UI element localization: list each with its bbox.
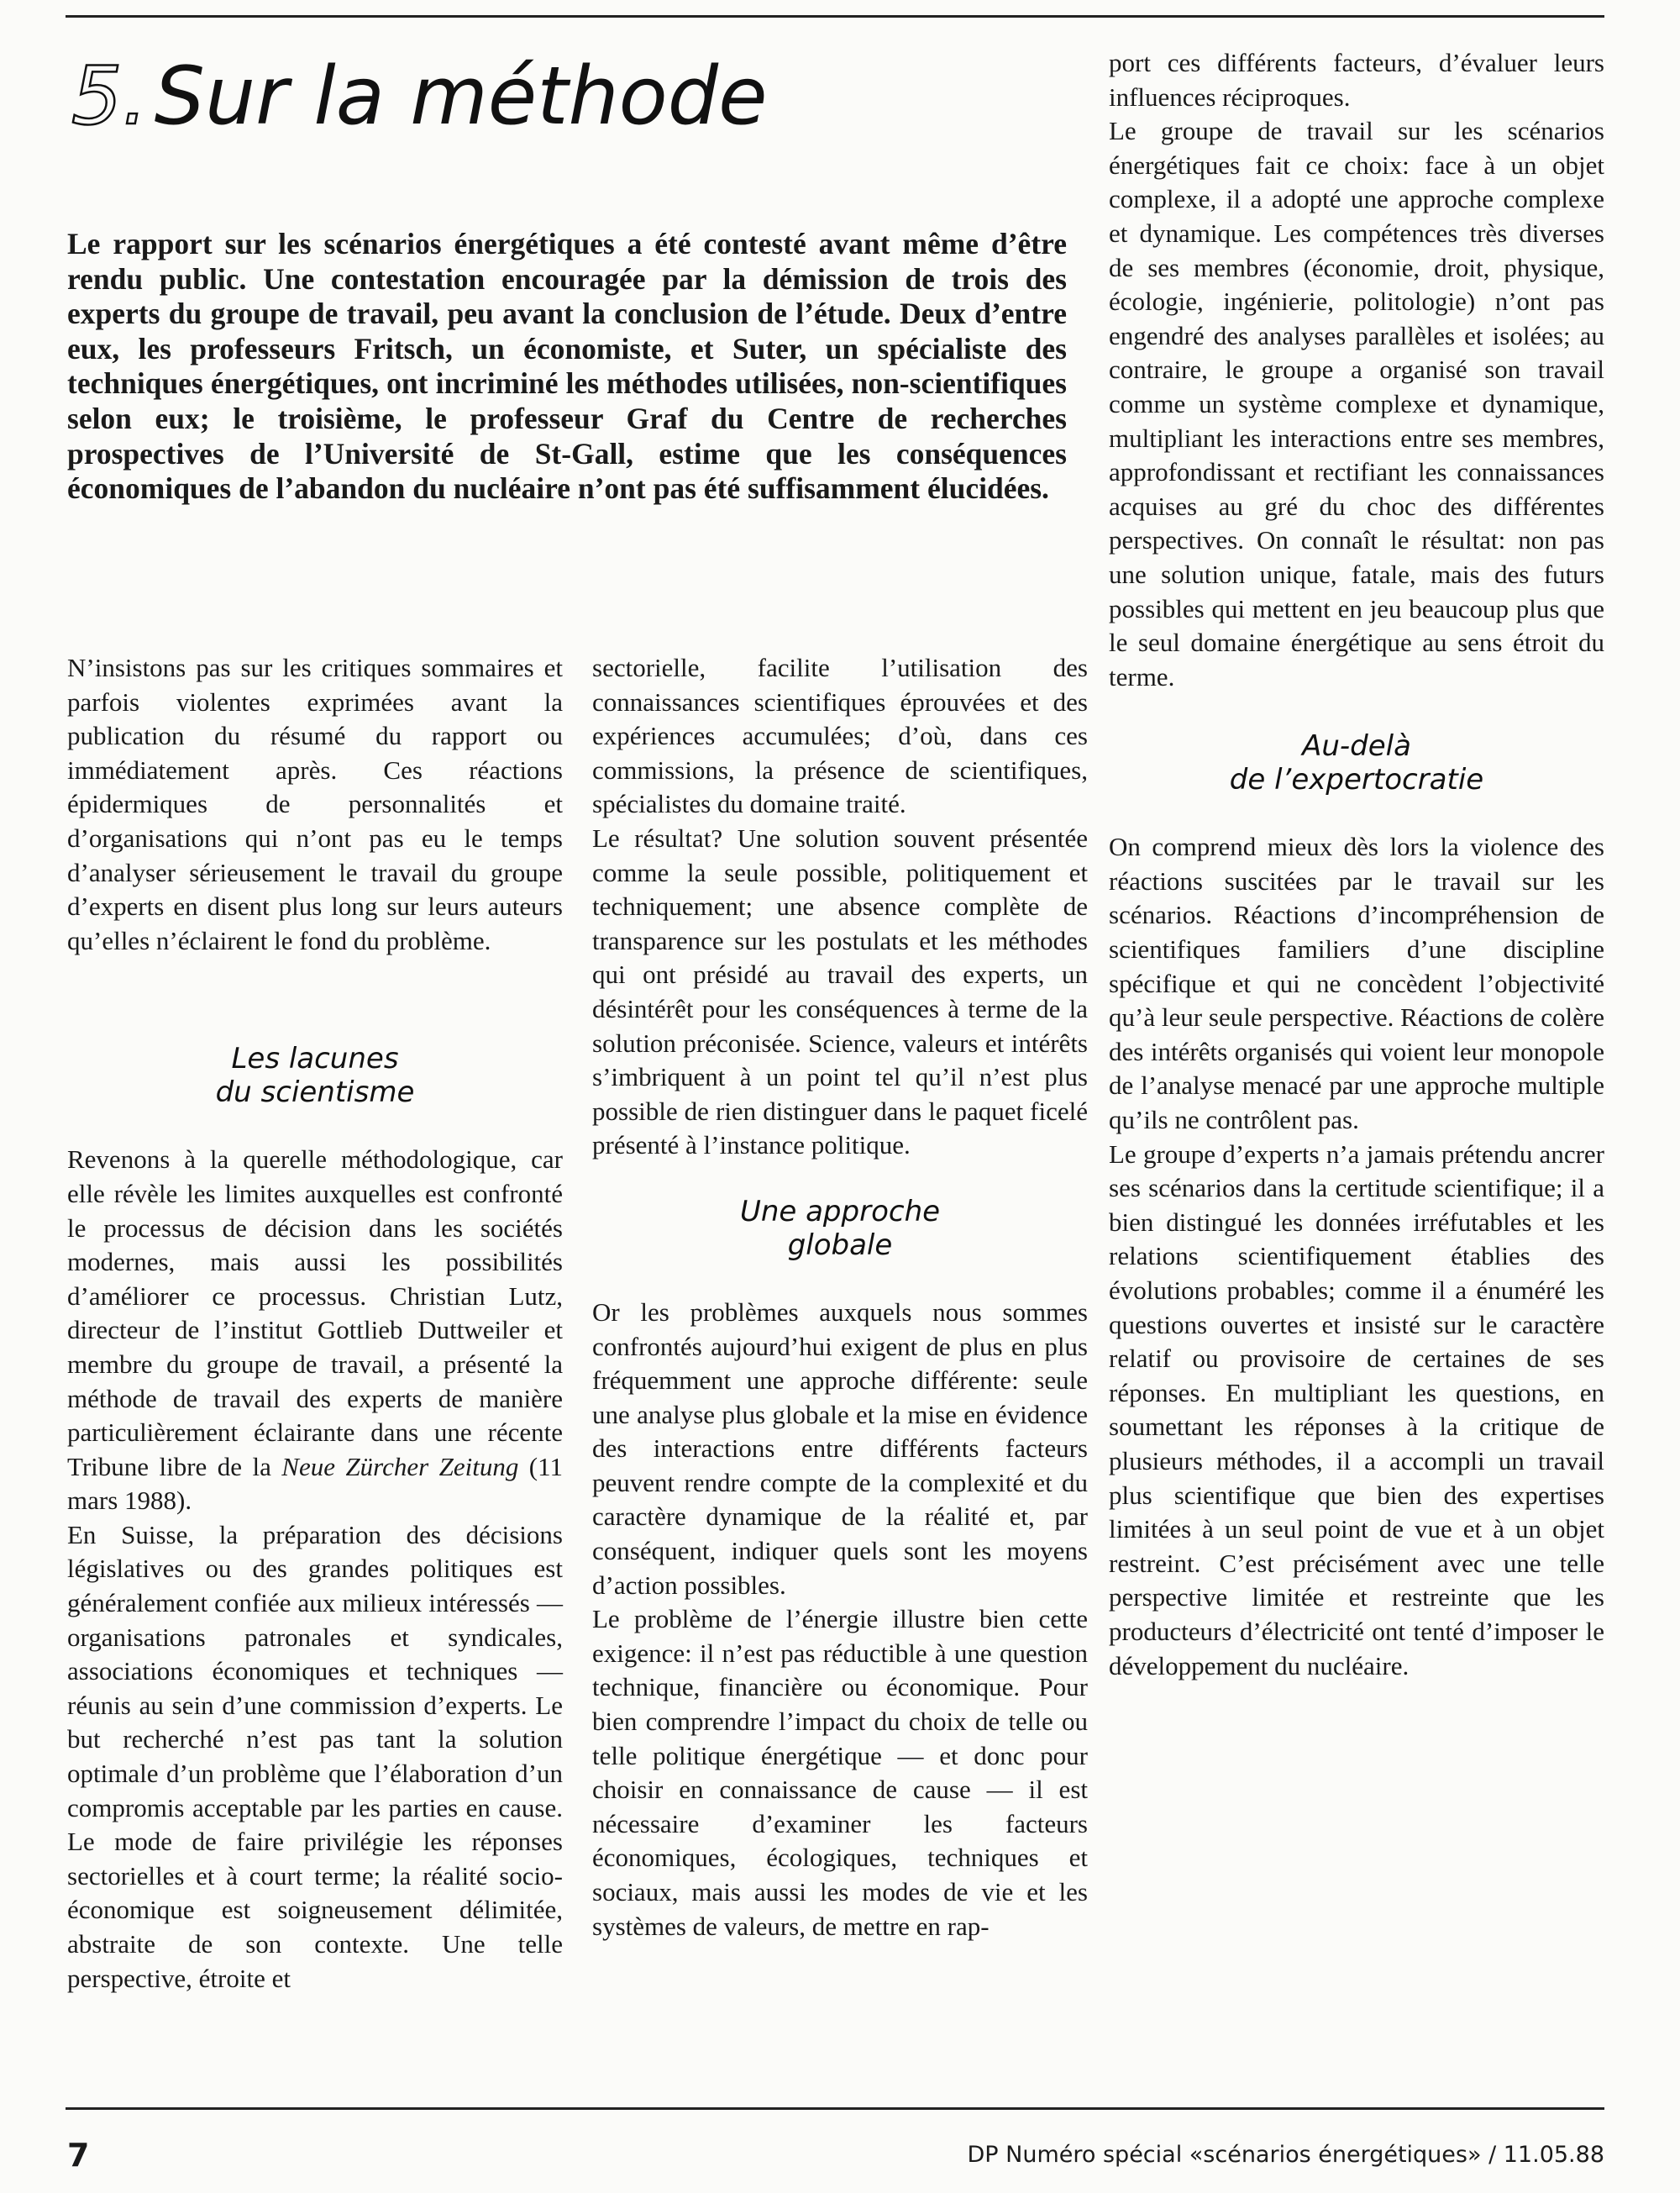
paragraph: Le groupe d’experts n’a jamais prétendu ancrer ses scénarios dans la certitude scientifique; il a bien distingué les données irréfutables et les relations scientifiquement établies des évolutions probables; comme il a énuméré les questions ouvertes et insisté sur le caractère relatif ou provisoire de certaines de ses réponses. En multipliant les questions, en soumettant les réponses à la critique de plusieurs méthodes, il a accompli un travail plus scientifique que bien des expertises limitées à un seul point de vue et à un objet restreint. C’est précisément avec une telle perspective limitée et restreinte que les producteurs d’électricité ont tenté d’imposer le développement du nucléaire. [1109,1139,1604,1680]
subheading-line: Au-delà [1302,729,1411,764]
paragraph: Le résultat? Une solution souvent présentée comme la seule possible, politiquement et techniquement; une absence complète de transparence sur les postulats et les méthodes qui ont présidé au travail des experts, un désintérêt pour les conséquences à terme de la solution préconisée. Science, valeurs et intérêts s’imbriquent à un point tel qu’il n’est plus possible de rien distinguer dans le paquet ficelé présenté à l’instance politique. [592,823,1088,1160]
paragraph-text: (11 mars 1988). [67,1451,563,1516]
paragraph: port ces différents facteurs, d’évaluer leurs influences réciproques. [1109,48,1604,112]
paragraph: N’insistons pas sur les critiques sommaires et parfois violentes exprimées avant la publication du résumé du rapport ou immédiatement après. Ces réactions épidermiques de personnalités et d’organisations qui n’ont pas eu le temps d’analyser sérieusement le travail du groupe d’experts en disent plus long sur leurs auteurs qu’elles n’éclairent le fond du problème. [67,653,563,955]
page-footer [67,2134,1604,2176]
page-number: 7 [67,2137,90,2174]
subheading-lacunes [67,1042,563,1109]
paragraph-text: Revenons à la querelle méthodologique, car elle révèle les limites auxquelles est confronté le processus de décision dans les sociétés modernes, mais aussi les possibilités d’améliorer ce processus. Christian Lutz, directeur de l’institut Gottlieb Duttweiler et membre du groupe de travail, a présenté la méthode de travail des experts de manière particulièrement éclairante dans une récente Tribune libre de la [67,1144,563,1481]
paragraph: On comprend mieux dès lors la violence des réactions suscitées par le travail sur les scénarios. Réactions d’incompréhension de scientifiques familiers d’une discipline spécifique et qui ne concèdent l’objectivité qu’à leur seule perspective. Réactions de colère des intérêts organisés qui voient leur monopole de l’analyse menacé par une approche multiple qu’ils ne contrôlent pas. [1109,832,1604,1135]
paragraph [67,1143,563,1518]
subheading-line: Une approche [739,1194,941,1228]
paragraph: sectorielle, facilite l’utilisation des connaissances scientifiques éprouvées et des expériences accumulées; d’où, dans ces commissions, la présence de scientifiques, spécialistes du domaine traité. [592,653,1088,819]
subheading-line: Les lacunes [231,1042,399,1076]
bottom-rule [66,2107,1604,2110]
publication-info: DP Numéro spécial «scénarios énergétiques» / 11.05.88 [967,2142,1604,2168]
paragraph: Or les problèmes auxquels nous sommes confrontés aujourd’hui exigent de plus en plus fréquemment une approche différente: seule une analyse plus globale et la mise en évidence des interactions entre différents facteurs peuvent rendre compte de la complexité et du caractère dynamique de la réalité et, par conséquent, indiquer quels sont les moyens d’action possibles. [592,1296,1088,1600]
subheading-line: de l’expertocratie [1229,763,1484,797]
section-number: 5. [71,50,148,143]
paragraph: Le groupe de travail sur les scénarios énergétiques fait ce choix: face à un objet complexe, il a adopté une approche complexe et dynamique. Les compétences très diverses de ses membres (économie, droit, physique, écologie, ingénierie, politologie) n’ont pas engendré des analyses parallèles et isolées; au contraire, le groupe a organisé son travail comme un système complexe et dynamique, multipliant les interactions entre ses membres, approfondissant et rectifiant les connaissances acquises au gré du choc des différentes perspectives. On connaît le résultat: non pas une solution unique, fatale, mais des futurs possibles qui mettent en jeu beaucoup plus que le seul domaine énergétique au sens étroit du terme. [1109,116,1604,692]
column-2 [592,651,1088,1943]
paragraph: Le problème de l’énergie illustre bien cette exigence: il n’est pas réductible à une question technique, financière ou économique. Pour bien comprendre l’impact du choix de telle ou telle politique énergétique — et donc pour choisir en connaissance de cause — il est nécessaire d’examiner les facteurs économiques, écologiques, techniques et sociaux, mais aussi les modes de vie et les systèmes de valeurs, de mettre en rap- [592,1604,1088,1941]
paragraph: En Suisse, la préparation des décisions législatives ou des grandes politiques est généralement confiée aux milieux intéressés — organisations patronales et syndicales, associations économiques et techniques — réunis au sein d’une commission d’experts. Le but recherché n’est pas tant la solution optimale d’un problème que l’élaboration d’un compromis acceptable par les parties en cause. Le mode de faire privilégie les réponses sectorielles et à court terme; la réalité socio-économique est soigneusement délimitée, abstraite de son contexte. Une telle perspective, étroite et [67,1519,563,1993]
page-title [71,50,768,143]
section-title: Sur la méthode [154,50,768,143]
subheading-line: globale [787,1228,893,1262]
column-1 [67,651,563,1996]
column-3 [1109,46,1604,1683]
subheading-line: du scientisme [215,1075,415,1110]
subheading-approche [592,1195,1088,1262]
subheading-expertocratie [1109,729,1604,797]
lead-paragraph: Le rapport sur les scénarios énergétiques a été contesté avant même d’être rendu public. Une contestation encouragée par la démission de trois des experts du groupe de travail, peu avant la conclusion de l’étude. Deux d’entre eux, les professeurs Fritsch, un économiste, et Suter, un spécialiste des techniques énergétiques, ont incriminé les méthodes utilisées, non-scientifiques selon eux; le troisième, le professeur Graf du Centre de recherches prospectives de l’Université de St-Gall, estime que les conséquences économiques de l’abandon du nucléaire n’ont pas été suffisamment élucidées. [67,227,1067,506]
newspaper-name: Neue Zürcher Zeitung [281,1451,519,1481]
top-rule [66,15,1604,18]
